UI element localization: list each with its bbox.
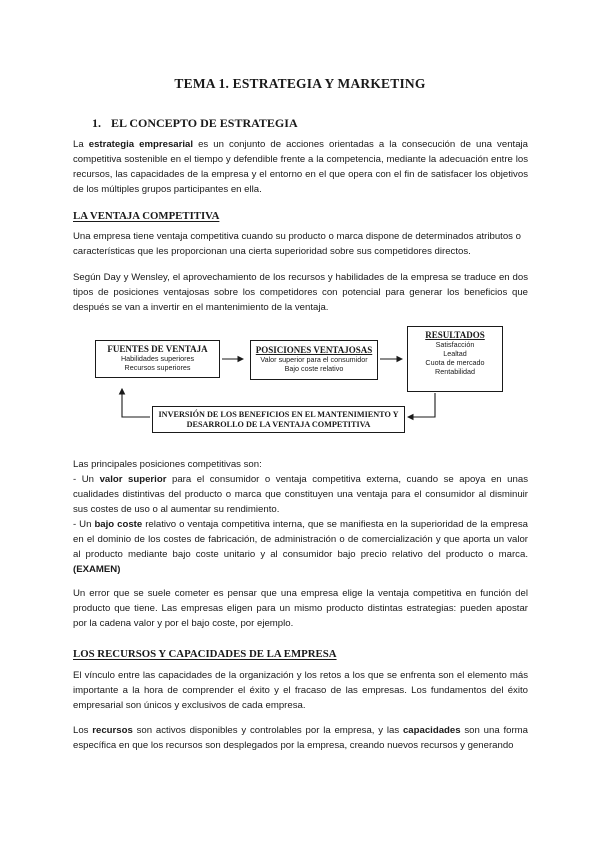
coste-dash: - Un	[73, 519, 95, 530]
posicion-valor-superior	[73, 472, 528, 517]
posicion-bajo-coste	[73, 517, 528, 577]
posiciones-item: Valor superior para el consumidor	[260, 355, 368, 364]
valor-term: valor superior	[99, 474, 167, 485]
intro-text-a: La	[73, 139, 89, 150]
error-paragraph: Un error que se suele cometer es pensar que una empresa elige la ventaja competitiva en función del producto que tiene. Las empresas eligen para un mismo producto distintas estrategias: pueden apostar por la cadena valor y por el bajo coste, por ejemplo.	[73, 588, 528, 629]
inversion-line-1: INVERSIÓN DE LOS BENEFICIOS EN EL MANTENIMIENTO Y	[158, 410, 399, 419]
box-posiciones	[250, 340, 378, 380]
resultados-title: RESULTADOS	[425, 330, 485, 340]
ventaja-paragraph-2: Según Day y Wensley, el aprovechamiento de los recursos y habilidades de la empresa se traduce en dos tipos de posiciones ventajosas sobre los competidores con potencial para generar los beneficios que después se van a invertir en el mantenimiento de la ventaja.	[73, 272, 528, 313]
posiciones-item: Bajo coste relativo	[284, 364, 344, 373]
coste-term: bajo coste	[94, 519, 143, 530]
ventaja-paragraph-1: Una empresa tiene ventaja competitiva cuando su producto o marca dispone de determinados atributos o características que les proporcionan una cierta superioridad sobre sus competidores directos.	[73, 231, 521, 257]
resultados-item: Cuota de mercado	[425, 358, 485, 367]
intro-term: estrategia empresarial	[88, 139, 194, 150]
box-inversion	[152, 406, 405, 433]
fuentes-item: Recursos superiores	[124, 363, 191, 372]
box-resultados	[407, 326, 503, 392]
resultados-item: Rentabilidad	[435, 367, 475, 376]
capacidades-term: capacidades	[402, 725, 461, 736]
recursos-paragraph-1: El vínculo entre las capacidades de la organización y los retos a los que se enfrenta son el elemento más importante a la hora de comprender el éxito y el fracaso de las empresas. Los fundamentos del éxito empresarial son únicos y exclusivos de cada empresa.	[73, 670, 528, 711]
valor-text: para el consumidor o ventaja competitiva externa, cuando se apoya en unas cualidades distintivas del producto o marca que constituyen una ventaja para el consumidor al disminuir sus costes de uso o al aumentar su rendimiento.	[73, 474, 528, 515]
recursos-paragraph-2	[73, 723, 528, 753]
section-number: 1.	[92, 116, 101, 130]
section-title: EL CONCEPTO DE ESTRATEGIA	[111, 116, 298, 130]
inversion-line-2: DESARROLLO DE LA VENTAJA COMPETITIVA	[186, 420, 371, 429]
arrow-resultados-inversion	[408, 393, 435, 417]
posiciones-title: POSICIONES VENTAJOSAS	[255, 345, 373, 355]
resultados-item: Lealtad	[443, 349, 467, 358]
ventaja-diagram	[95, 326, 520, 436]
recursos-text-a: Los	[73, 725, 93, 736]
ventaja-heading: LA VENTAJA COMPETITIVA	[73, 210, 220, 222]
recursos-text-b: son activos disponibles y controlables por la empresa, y las	[132, 725, 403, 736]
recursos-term: recursos	[92, 725, 133, 736]
box-fuentes	[95, 340, 220, 378]
document-title: TEMA 1. ESTRATEGIA Y MARKETING	[174, 76, 426, 91]
intro-paragraph	[73, 137, 528, 197]
fuentes-title: FUENTES DE VENTAJA	[107, 344, 208, 354]
recursos-text-c: son una forma específica en que los recursos son desplegados por la empresa, creando nuevos recursos y generando	[73, 725, 529, 751]
intro-text-b: es un conjunto de acciones orientadas a la consecución de una ventaja competitiva sostenible en el tiempo y defendible frente a la competencia, mediante la adecuación entre los recursos, las capacidades de la empresa y el entorno en el que opera con el fin de satisfacer los objetivos de los múltiples grupos participantes en ella.	[73, 139, 528, 195]
fuentes-item: Habilidades superiores	[120, 354, 195, 363]
posiciones-intro: Las principales posiciones competitivas son:	[73, 459, 262, 470]
arrow-inversion-fuentes	[122, 389, 150, 417]
recursos-heading: LOS RECURSOS Y CAPACIDADES DE LA EMPRESA	[73, 648, 337, 660]
exam-tag: (EXAMEN)	[73, 564, 121, 575]
resultados-item: Satisfacción	[435, 340, 475, 349]
valor-dash: - Un	[73, 474, 100, 485]
coste-text: relativo o ventaja competitiva interna, que se manifiesta en la superioridad de la empresa en el dominio de los costes de fabricación, de administración o de comercialización y que aporta un valor al producto mediante bajo coste unitario y al consumidor bajo precio relativo del producto o marca.	[73, 519, 528, 560]
section-heading	[92, 116, 298, 131]
